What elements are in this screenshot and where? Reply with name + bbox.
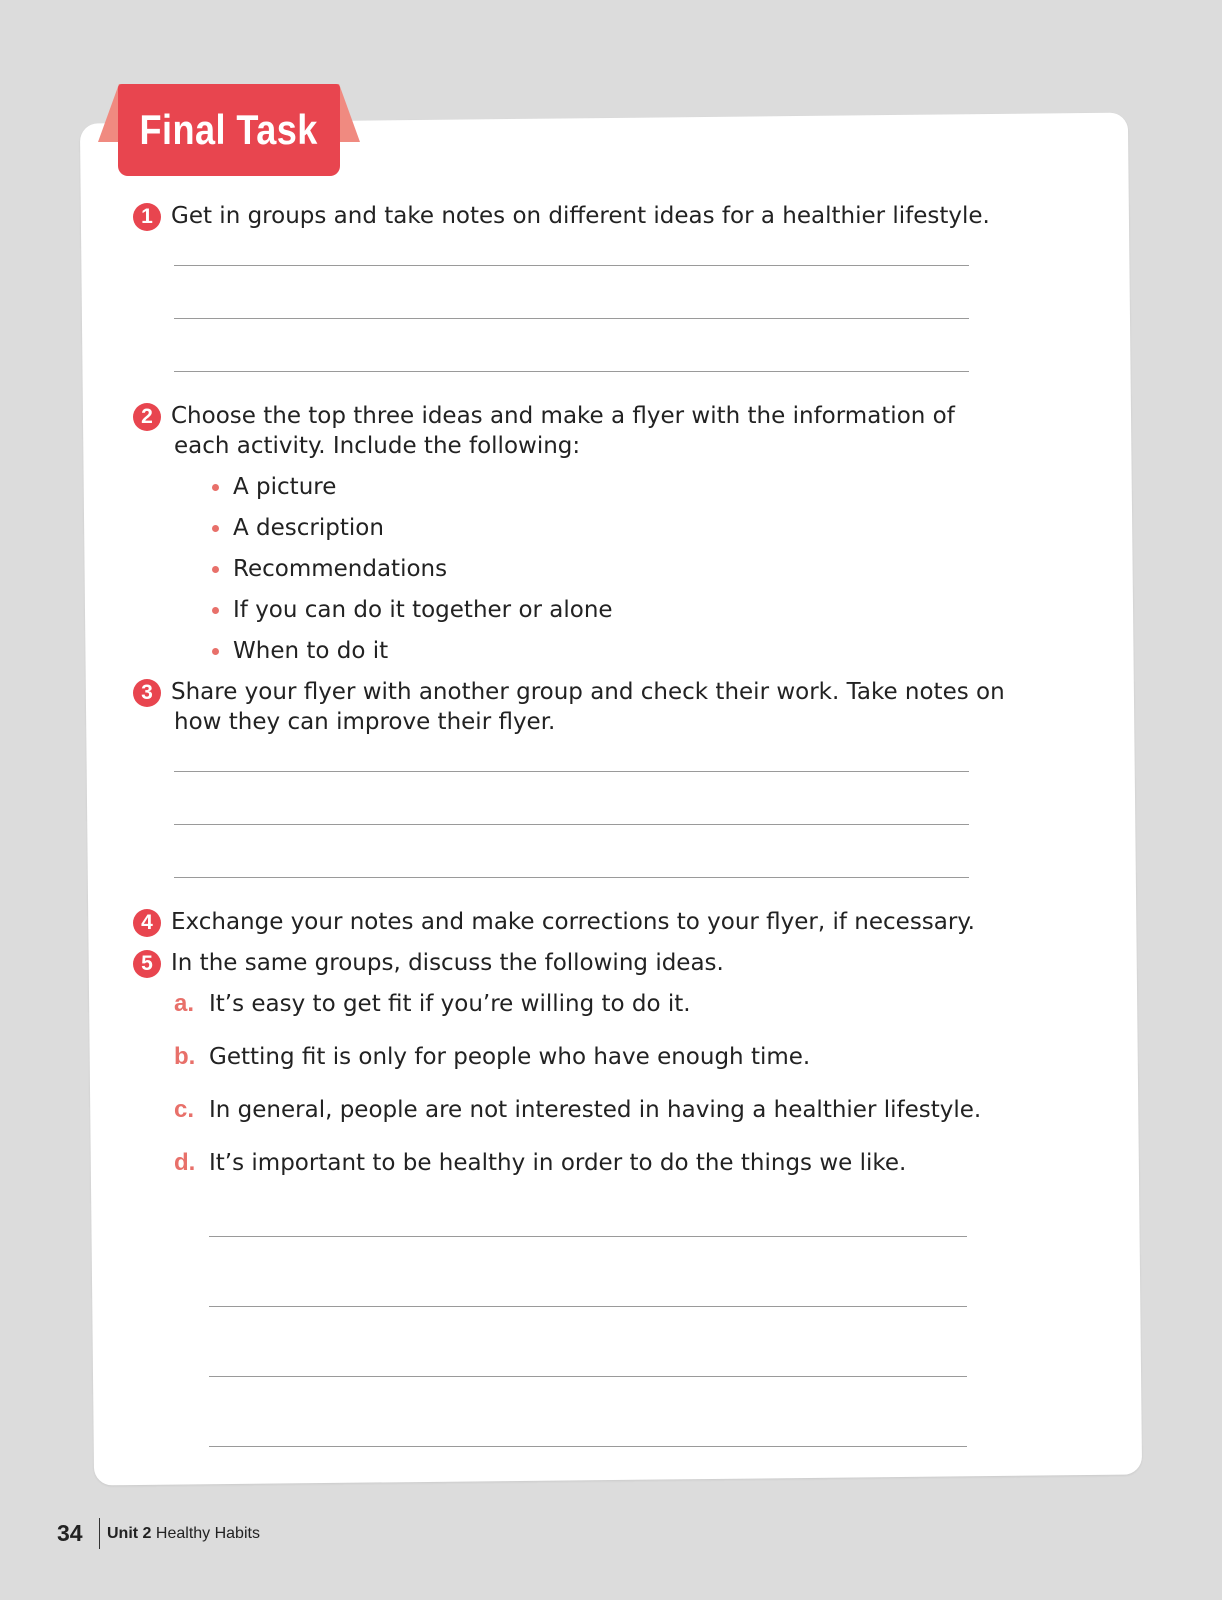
discussion-item: It’s important to be healthy in order to do the things we like. (209, 1150, 907, 1176)
item-letter: c. (174, 1096, 195, 1123)
discussion-item: In general, people are not interested in having a healthier lifestyle. (209, 1097, 982, 1123)
answer-line[interactable] (174, 877, 969, 878)
item-letter: a. (174, 990, 195, 1017)
bullet-icon (212, 607, 219, 614)
task-4-number: 4 (133, 909, 161, 937)
bullet-icon (212, 648, 219, 655)
item-letter: b. (174, 1043, 196, 1070)
answer-line[interactable] (209, 1376, 967, 1377)
answer-line[interactable] (209, 1446, 967, 1447)
answer-line[interactable] (174, 824, 969, 825)
discussion-item: Getting fit is only for people who have enough time. (209, 1044, 811, 1070)
unit-label: Unit 2 (107, 1525, 152, 1542)
task-2-number: 2 (133, 403, 161, 431)
task-5-text: In the same groups, discuss the following ideas. (171, 950, 724, 976)
unit-title: Healthy Habits (155, 1525, 260, 1542)
discussion-item: It’s easy to get fit if you’re willing to do it. (209, 991, 691, 1017)
bullet-icon (212, 525, 219, 532)
answer-line[interactable] (174, 265, 969, 266)
answer-line[interactable] (209, 1306, 967, 1307)
task-3-text-line1: Share your flyer with another group and check their work. Take notes on (171, 679, 1005, 705)
footer-unit (107, 1525, 260, 1543)
footer-divider (99, 1518, 100, 1549)
task-3-number: 3 (133, 679, 161, 707)
title-tab (118, 84, 340, 176)
page-title: Final Task (139, 106, 319, 153)
answer-line[interactable] (174, 318, 969, 319)
task-1-text: Get in groups and take notes on different ideas for a healthier lifestyle. (171, 203, 990, 229)
page-number: 34 (57, 1520, 83, 1546)
task-4-text: Exchange your notes and make corrections to your flyer, if necessary. (171, 909, 975, 935)
task-5-number: 5 (133, 950, 161, 978)
answer-line[interactable] (174, 771, 969, 772)
task-2-text-line2: each activity. Include the following: (174, 433, 581, 459)
task-1-number: 1 (133, 203, 161, 231)
task-2-text-line1: Choose the top three ideas and make a flyer with the information of (171, 403, 955, 429)
bullet-icon (212, 566, 219, 573)
bullet-icon (212, 484, 219, 491)
task-3-text-line2: how they can improve their flyer. (174, 709, 556, 735)
answer-line[interactable] (174, 371, 969, 372)
answer-line[interactable] (209, 1236, 967, 1237)
item-letter: d. (174, 1149, 196, 1176)
